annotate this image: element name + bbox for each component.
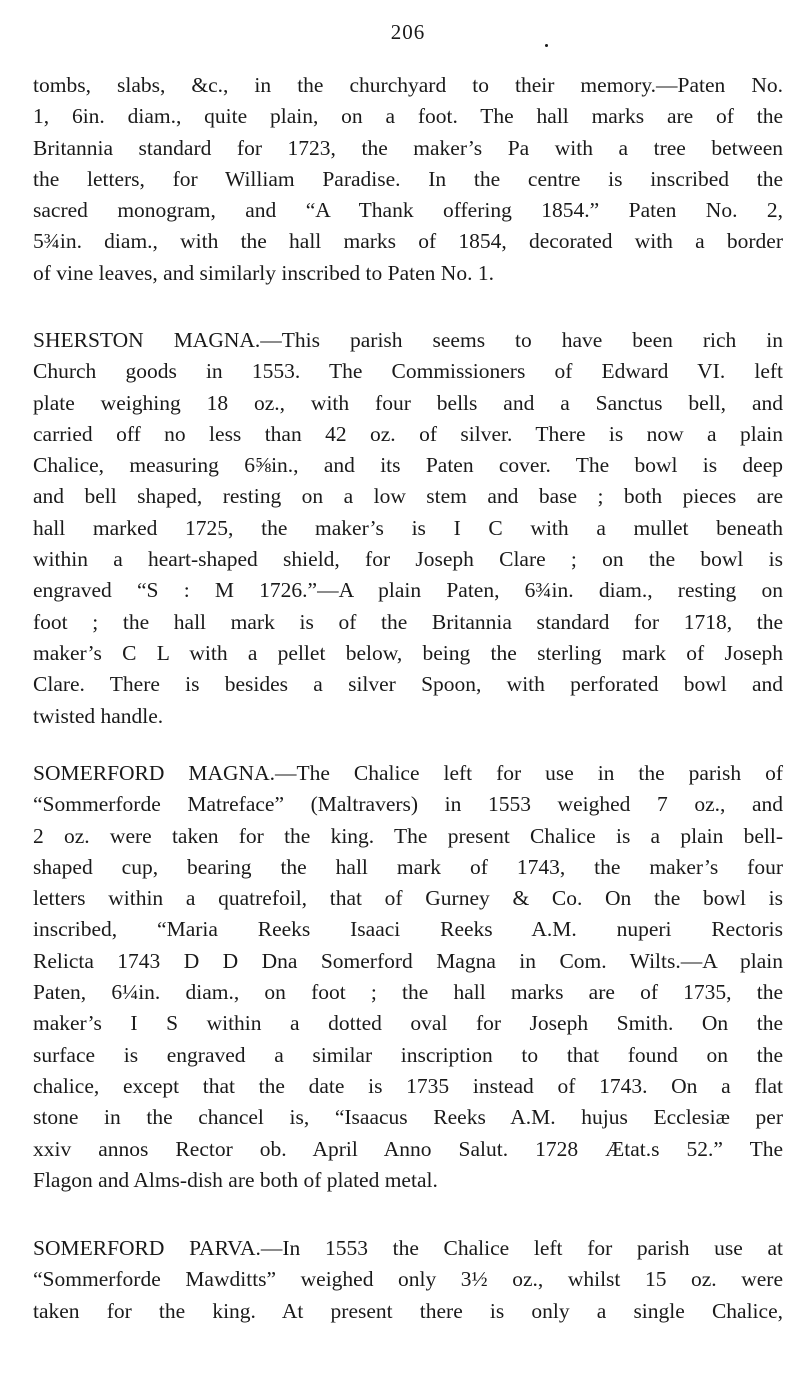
text-line: sacred monogram, and “A Thank offering 1854.” Paten No. 2,: [33, 198, 783, 223]
text-line: surface is engraved a similar inscription to that found on the: [33, 1042, 783, 1067]
paragraph-somerford-parva: [33, 1233, 783, 1327]
page-number: 206: [390, 20, 426, 44]
text-line: plate weighing 18 oz., with four bells and a Sanctus bell, and: [33, 390, 783, 415]
text-line: “Sommerforde Matreface” (Maltravers) in 1553 weighed 7 oz., and: [33, 792, 783, 817]
text-line: tombs, slabs, &c., in the churchyard to their memory.—Paten No.: [33, 73, 783, 97]
text-line: Chalice, measuring 6⅝in., and its Paten cover. The bowl is deep: [33, 453, 783, 478]
text-line: shaped cup, bearing the hall mark of 1743, the maker’s four: [33, 854, 783, 879]
text-line: the letters, for William Paradise. In the centre is inscribed the: [33, 166, 783, 191]
text-line: SOMERFORD MAGNA.—The Chalice left for use in the parish of: [33, 761, 783, 785]
text-line: xxiv annos Rector ob. April Anno Salut. 1728 Ætat.s 52.” The: [33, 1136, 783, 1161]
text-line: Flagon and Alms-dish are both of plated metal.: [33, 1167, 438, 1192]
text-line: 2 oz. were taken for the king. The present Chalice is a plain bell-: [33, 823, 783, 848]
text-line: within a heart-shaped shield, for Joseph Clare ; on the bowl is: [33, 547, 783, 572]
text-line: chalice, except that the date is 1735 instead of 1743. On a flat: [33, 1073, 783, 1098]
text-line: taken for the king. At present there is only a single Chalice,: [33, 1298, 783, 1323]
text-line: engraved “S : M 1726.”—A plain Paten, 6¾in. diam., resting on: [33, 578, 783, 603]
text-line: letters within a quatrefoil, that of Gurney & Co. On the bowl is: [33, 886, 783, 911]
text-line: Church goods in 1553. The Commissioners of Edward VI. left: [33, 359, 783, 384]
text-line: and bell shaped, resting on a low stem and base ; both pieces are: [33, 484, 783, 509]
text-line: 1, 6in. diam., quite plain, on a foot. The hall marks are of the: [33, 104, 783, 129]
text-line: “Sommerforde Mawditts” weighed only 3½ oz., whilst 15 oz. were: [33, 1267, 783, 1292]
paragraph-sherston-magna: [33, 325, 783, 732]
text-line: of vine leaves, and similarly inscribed to Paten No. 1.: [33, 260, 494, 285]
text-line: Paten, 6¼in. diam., on foot ; the hall marks are of 1735, the: [33, 980, 783, 1005]
text-line: SHERSTON MAGNA.—This parish seems to have been rich in: [33, 328, 783, 352]
text-line: carried off no less than 42 oz. of silver. There is now a plain: [33, 421, 783, 446]
text-line: Britannia standard for 1723, the maker’s Pa with a tree between: [33, 135, 783, 160]
stray-mark: [545, 44, 548, 47]
text-line: Clare. There is besides a silver Spoon, with perforated bowl and: [33, 672, 783, 697]
text-line: twisted handle.: [33, 703, 164, 728]
text-line: Relicta 1743 D D Dna Somerford Magna in Com. Wilts.—A plain: [33, 948, 783, 973]
text-line: 5¾in. diam., with the hall marks of 1854, decorated with a border: [33, 229, 783, 254]
text-line: inscribed, “Maria Reeks Isaaci Reeks A.M. nuperi Rectoris: [33, 917, 783, 942]
text-line: maker’s I S within a dotted oval for Joseph Smith. On the: [33, 1011, 783, 1036]
paragraph-paten-intro: [33, 70, 783, 289]
text-line: maker’s C L with a pellet below, being the sterling mark of Joseph: [33, 640, 783, 665]
text-line: stone in the chancel is, “Isaacus Reeks A.M. hujus Ecclesiæ per: [33, 1105, 783, 1130]
text-line: SOMERFORD PARVA.—In 1553 the Chalice left for parish use at: [33, 1236, 783, 1260]
paragraph-somerford-magna: [33, 758, 783, 1196]
text-line: hall marked 1725, the maker’s is I C with a mullet beneath: [33, 515, 783, 540]
text-line: foot ; the hall mark is of the Britannia standard for 1718, the: [33, 609, 783, 634]
